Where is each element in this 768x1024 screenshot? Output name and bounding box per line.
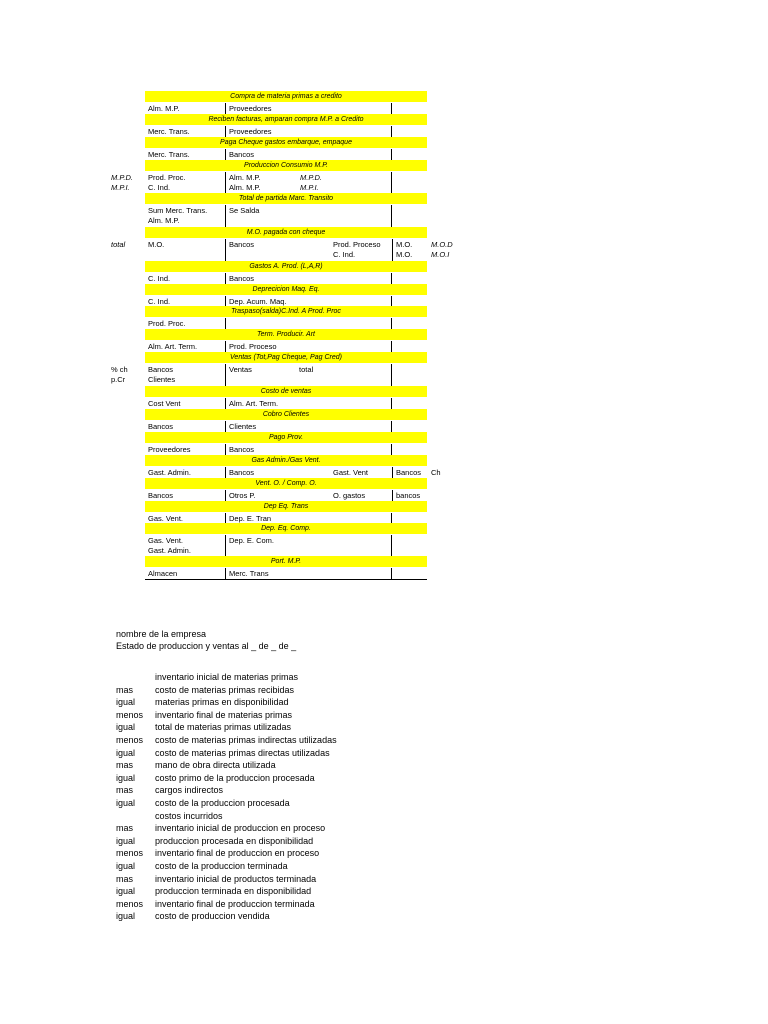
statement-line: costo de la produccion procesada: [155, 798, 290, 808]
entry-title: Ventas (Tot,Pag Cheque, Pag Cred): [145, 352, 427, 363]
entry-right-divider: [391, 444, 392, 455]
credit-note: M.P.D.: [300, 173, 322, 182]
extra-debit-account: C. Ind.: [333, 250, 356, 259]
credit-account: Merc. Trans: [229, 569, 269, 578]
entry-title: Vent. O. / Comp. O.: [145, 478, 427, 489]
entry-right-divider: [391, 535, 392, 557]
extra-divider: [392, 490, 393, 501]
entry-right-divider: [391, 318, 392, 329]
statement-operator: menos: [116, 709, 144, 720]
entry-title: Paga Cheque gastos embarque, empaque: [145, 137, 427, 148]
extra-credit-account: bancos: [396, 491, 421, 500]
extra-credit-account: Bancos: [396, 468, 422, 477]
credit-account: Dep. Acum. Maq.: [229, 297, 287, 306]
credit-account: Bancos: [229, 274, 255, 283]
extra-debit-account: Prod. Proceso: [333, 240, 381, 249]
entry-divider: [225, 318, 226, 329]
statement-operator: menos: [116, 735, 144, 745]
debit-account: Almacen: [148, 569, 178, 578]
entry-divider: [225, 568, 226, 579]
credit-account: Bancos: [229, 445, 255, 454]
entry-title: Port. M.P.: [145, 556, 427, 567]
right-note: M.O.I: [431, 250, 450, 259]
debit-account: Alm. Art. Term.: [148, 342, 198, 351]
statement-line: cargos indirectos: [155, 785, 224, 796]
debit-account: Bancos: [148, 365, 174, 374]
debit-account: Clientes: [148, 375, 176, 384]
entry-divider: [225, 490, 226, 501]
debit-account: Alm. M.P.: [148, 216, 180, 225]
credit-account: Bancos: [229, 468, 255, 477]
statement-line: produccion terminada en disponibilidad: [155, 886, 312, 897]
debit-account: Sum Merc. Trans.: [148, 206, 208, 215]
company-name: nombre de la empresa: [116, 629, 207, 639]
margin-note: total: [111, 240, 126, 249]
entry-title: Reciben facturas, amparan compra M.P. a Credito: [145, 114, 427, 125]
debit-account: C. Ind.: [148, 183, 171, 192]
entry-right-divider: [391, 341, 392, 352]
statement-line: inventario inicial de materias primas: [155, 672, 299, 682]
statement-line: costos incurridos: [155, 810, 223, 821]
entry-divider: [225, 149, 226, 160]
credit-account: Bancos: [229, 150, 255, 159]
statement-operator: mas: [116, 684, 134, 695]
statement-line: costo de materias primas recibidas: [155, 684, 295, 695]
statement-operator: igual: [116, 798, 136, 808]
right-note: M.O.D: [431, 240, 453, 249]
entry-title: Dep. Eq. Comp.: [145, 523, 427, 534]
entry-divider: [225, 444, 226, 455]
debit-account: C. Ind.: [148, 274, 171, 283]
statement-line: costo primo de la produccion procesada: [155, 772, 315, 783]
statement-operator: mas: [116, 785, 134, 796]
statement-operator: igual: [116, 697, 136, 708]
entry-divider: [225, 126, 226, 137]
entry-right-divider: [391, 421, 392, 432]
debit-account: Gas. Vent.: [148, 514, 184, 523]
entry-divider: [225, 205, 226, 227]
margin-note: % ch: [111, 365, 128, 374]
statement-line: inventario final de produccion en proceso: [155, 848, 320, 859]
margin-note: M.P.I.: [111, 183, 130, 192]
right-note: Ch: [431, 468, 441, 477]
credit-account: Alm. M.P.: [229, 173, 261, 182]
statement-line: total de materias primas utilizadas: [155, 722, 292, 733]
statement-line: inventario inicial de produccion en proceso: [155, 823, 326, 834]
entry-right-divider: [391, 126, 392, 137]
entry-title: Traspaso(salda)C.Ind. A Prod. Proc: [145, 306, 427, 317]
entry-divider: [225, 364, 226, 386]
entry-bottom-rule: [145, 579, 427, 580]
entry-title: Term. Producir. Art: [145, 329, 427, 340]
entry-title: Gastos A. Prod. (L,A,R): [145, 261, 427, 272]
statement-line: mano de obra directa utilizada: [155, 760, 276, 771]
statement-line: costo de materias primas indirectas utilizadas: [155, 735, 337, 745]
credit-account: Otros P.: [229, 491, 256, 500]
extra-credit-account: M.O.: [396, 240, 413, 249]
statement-line: costo de produccion vendida: [155, 911, 270, 922]
debit-account: Merc. Trans.: [148, 150, 190, 159]
statement-line: materias primas en disponibilidad: [155, 697, 289, 708]
entry-title: Cobro Clientes: [145, 409, 427, 420]
entry-right-divider: [391, 568, 392, 579]
statement-operator: menos: [116, 848, 144, 859]
entry-divider: [225, 103, 226, 114]
debit-account: C. Ind.: [148, 297, 171, 306]
credit-note: total: [299, 365, 314, 374]
credit-account: Proveedores: [229, 104, 272, 113]
credit-account: Bancos: [229, 240, 255, 249]
credit-note: M.P.I.: [300, 183, 319, 192]
entry-divider: [225, 239, 226, 261]
statement-line: costo de materias primas directas utilizadas: [155, 747, 330, 758]
credit-account: Alm. Art. Term.: [229, 399, 279, 408]
debit-account: Bancos: [148, 491, 174, 500]
entry-title: Dep Eq. Trans: [145, 501, 427, 512]
credit-account: Dep. E. Tran: [229, 514, 272, 523]
entry-title: M.O. pagada con cheque: [145, 227, 427, 238]
statement-line: costo de la produccion terminada: [155, 861, 288, 871]
entry-right-divider: [391, 205, 392, 227]
debit-account: Alm. M.P.: [148, 104, 180, 113]
statement-line: inventario inicial de productos terminada: [155, 873, 317, 884]
extra-credit-account: M.O.: [396, 250, 413, 259]
extra-debit-account: O. gastos: [333, 491, 366, 500]
credit-account: Proveedores: [229, 127, 272, 136]
statement-operator: igual: [116, 772, 136, 783]
statement-operator: igual: [116, 747, 136, 758]
statement-operator: mas: [116, 760, 134, 771]
credit-account: Prod. Proceso: [229, 342, 277, 351]
entry-title: Pago Prov.: [145, 432, 427, 443]
entry-title: Compra de materia primas a credito: [145, 91, 427, 102]
entry-divider: [225, 341, 226, 352]
margin-note: M.P.D.: [111, 173, 133, 182]
entry-divider: [225, 398, 226, 409]
entry-title: Produccion Consumio M.P.: [145, 160, 427, 171]
statement-line: produccion procesada en disponibilidad: [155, 835, 314, 846]
debit-account: Bancos: [148, 422, 174, 431]
credit-account: Alm. M.P.: [229, 183, 261, 192]
entry-divider: [225, 172, 226, 194]
entry-title: Gas Admin./Gas Vent.: [145, 455, 427, 466]
entry-title: Costo de ventas: [145, 386, 427, 397]
debit-account: Gast. Admin.: [148, 546, 191, 555]
debit-account: Cost Vent: [148, 399, 181, 408]
statement-line: inventario final de materias primas: [155, 709, 293, 720]
entry-right-divider: [391, 172, 392, 194]
statement-operator: igual: [116, 861, 136, 871]
debit-account: Gast. Admin.: [148, 468, 191, 477]
entry-right-divider: [391, 273, 392, 284]
credit-account: Dep. E. Com.: [229, 536, 275, 545]
statement-operator: menos: [116, 898, 144, 909]
credit-account: Se Salda: [229, 206, 260, 215]
statement-heading: Estado de produccion y ventas al _ de _ de _: [116, 641, 297, 651]
debit-account: Proveedores: [148, 445, 191, 454]
extra-divider: [392, 239, 393, 261]
entry-right-divider: [391, 364, 392, 386]
statement-operator: igual: [116, 886, 136, 897]
statement-line: inventario final de produccion terminada: [155, 898, 315, 909]
debit-account: Merc. Trans.: [148, 127, 190, 136]
entry-divider: [225, 421, 226, 432]
entry-title: Total de partida Marc. Transito: [145, 193, 427, 204]
debit-account: M.O.: [148, 240, 165, 249]
extra-divider: [392, 467, 393, 478]
statement-operator: igual: [116, 722, 136, 733]
entry-right-divider: [391, 149, 392, 160]
entry-right-divider: [391, 398, 392, 409]
entry-right-divider: [391, 103, 392, 114]
extra-debit-account: Gast. Vent: [333, 468, 369, 477]
entry-divider: [225, 273, 226, 284]
statement-operator: mas: [116, 823, 134, 834]
debit-account: Prod. Proc.: [148, 319, 186, 328]
statement-operator: igual: [116, 911, 136, 922]
debit-account: Prod. Proc.: [148, 173, 186, 182]
entry-title: Deprecicion Maq. Eq.: [145, 284, 427, 295]
debit-account: Gas. Vent.: [148, 536, 184, 545]
credit-account: Clientes: [229, 422, 257, 431]
entry-divider: [225, 535, 226, 557]
statement-operator: igual: [116, 835, 136, 846]
credit-account: Ventas: [229, 365, 252, 374]
entry-divider: [225, 467, 226, 478]
margin-note: p.Cr: [111, 375, 126, 384]
statement-operator: mas: [116, 873, 134, 884]
